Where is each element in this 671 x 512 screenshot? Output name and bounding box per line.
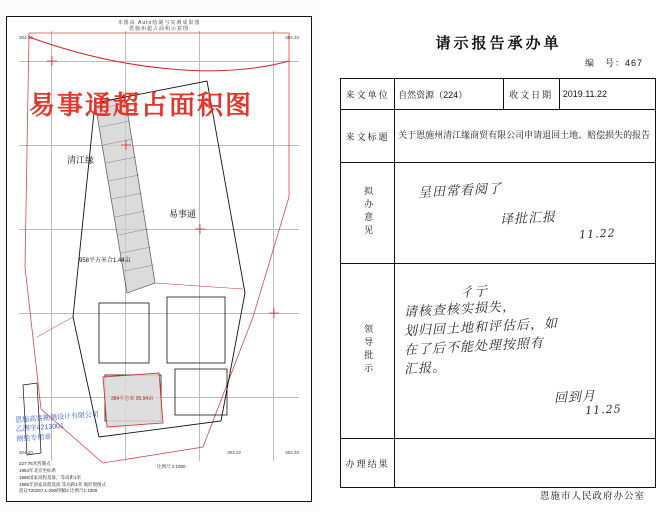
- map-header-line2: 恩施州超占面积示意图: [128, 26, 189, 32]
- date-label: 收文日期: [503, 79, 559, 110]
- form-table: [340, 78, 656, 488]
- table-row-sender: [341, 79, 656, 110]
- opinion-signature-date: 11.22: [579, 226, 617, 242]
- parcel-label-yishitong: 易事通: [169, 209, 197, 219]
- opinion-hand-line1: 呈田常看阅了: [417, 181, 503, 202]
- opinion-label: [341, 163, 395, 264]
- seal-line-1: 恩施高客勘测设计有限公司: [14, 411, 100, 425]
- coord-label: 304.33: [285, 450, 299, 455]
- leader-label: [341, 264, 395, 439]
- sender-label: 来文单位: [341, 79, 395, 110]
- issuing-office: 恩施市人民政府办公室: [539, 491, 645, 502]
- leader-label-text: 领导批示: [363, 324, 374, 376]
- leader-hand-line1: 请核查核实损失，: [403, 299, 517, 321]
- opinion-label-text: 拟办意见: [363, 186, 374, 238]
- parcel-label-qingjiangyuan: 清江缘: [67, 155, 95, 165]
- request-report-form: [326, 0, 671, 512]
- table-row-leader: [341, 264, 656, 439]
- sender-value: 自然资源（224）: [395, 79, 503, 110]
- form-number-label: 编 号：: [584, 58, 625, 68]
- map-frame: [6, 16, 312, 502]
- table-row-result: [341, 439, 656, 488]
- seal-line-3: 测绘专用章: [16, 433, 52, 444]
- map-red-headline: 易事通超占面积图: [29, 91, 254, 121]
- map-header-line1: 本图由 Auto绘制与实测成果图: [117, 20, 201, 26]
- map-scale-note: 比例尺 1:1000: [157, 464, 186, 470]
- date-value: 2019.11.22: [559, 79, 655, 110]
- leader-hand-line2: 划归回土地和评估后，如: [403, 316, 559, 340]
- leader-hand-line4: 汇报。: [403, 360, 447, 378]
- leader-signature-date: 11.25: [585, 401, 623, 417]
- coord-label: 304.22: [227, 450, 241, 455]
- area-note-primary: 958平方米合1.44亩: [79, 258, 131, 264]
- opinion-handwriting: [398, 175, 652, 251]
- opinion-value: [395, 163, 656, 264]
- form-number-row: [585, 56, 643, 69]
- opinion-hand-line2: 译批汇报: [499, 209, 557, 228]
- leader-hand-line3: 在了后不能处理按照有: [403, 336, 545, 359]
- survey-map-pane: [0, 0, 320, 512]
- leader-signature: 回到月: [553, 388, 597, 407]
- area-note-secondary: 384平方米 95.94亩: [111, 396, 154, 402]
- note-line-2: 1954年北京坐标系: [19, 468, 57, 473]
- table-row-subject: [341, 110, 656, 163]
- leader-hand-line0: 彳亍: [459, 283, 489, 301]
- note-line-4: 1985年国家高程基准 等高距1米 地形图图式: [19, 481, 107, 487]
- coord-label: 304.20: [19, 450, 33, 455]
- map-bottom-notes: [19, 461, 106, 495]
- leader-handwriting: [398, 276, 652, 427]
- note-line-1: 227.76米控制点: [19, 461, 51, 467]
- form-number-value: 467: [624, 58, 643, 68]
- form-title: 请示报告承办单: [435, 34, 562, 52]
- seal-line-2: 乙测字4213001: [15, 423, 65, 434]
- note-line-5: 恩证T20257.1-200/图幅4 比例尺1:1000: [19, 488, 98, 494]
- table-row-opinion: [341, 163, 656, 264]
- coord-label: 304.33: [285, 35, 299, 40]
- result-value: [395, 439, 656, 488]
- coord-label: 304.20: [19, 35, 33, 40]
- subject-label: 来文标题: [341, 110, 395, 163]
- note-line-3: 1985国家高程基准，等高距1米: [19, 474, 82, 480]
- leader-value: [395, 264, 656, 439]
- subject-value: 关于恩施州清江缘商贸有限公司申请退回土地、赔偿损失的报告: [395, 110, 656, 163]
- result-label: 办理结果: [341, 439, 395, 488]
